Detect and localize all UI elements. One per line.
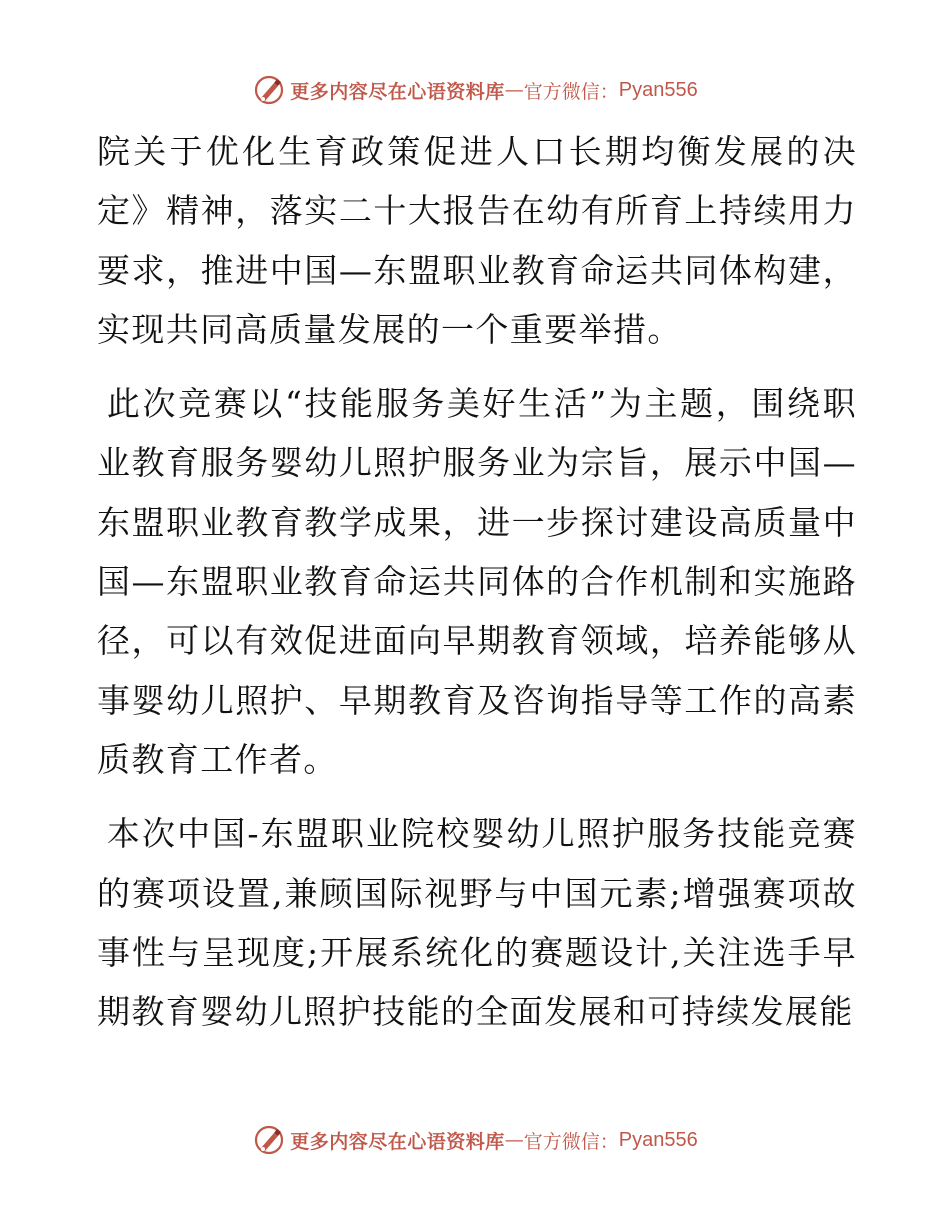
watermark-main-text: 更多内容尽在心语资料库 [290,80,505,103]
footer-watermark [0,1120,950,1160]
pen-logo-icon [252,1123,286,1157]
watermark-separator: — [504,1129,524,1151]
watermark-wechat-id: Pyan556 [618,1128,698,1151]
watermark-label: 官方微信： [523,1130,619,1153]
header-watermark [0,70,950,110]
paragraph-1: 院关于优化生育政策促进人口长期均衡发展的决定》精神，落实二十大报告在幼有所育上持续用力要求，推进中国—东盟职业教育命运共同体构建，实现共同高质量发展的一个重要举措。 [97,132,857,349]
watermark-wechat-id: Pyan556 [618,78,698,101]
watermark-label: 官方微信： [523,80,619,103]
pen-logo-icon [252,73,286,107]
document-body [97,122,857,1041]
paragraph-2: 此次竞赛以“技能服务美好生活”为主题，围绕职业教育服务婴幼儿照护服务业为宗旨，展示中国—东盟职业教育教学成果，进一步探讨建设高质量中国—东盟职业教育命运共同体的合作机制和实施路径，可以有效促进面向早期教育领域，培养能够从事婴幼儿照护、早期教育及咨询指导等工作的高素质教育工作者。 [97,384,857,779]
paragraph-3: 本次中国-东盟职业院校婴幼儿照护服务技能竞赛的赛项设置,兼顾国际视野与中国元素;增强赛项故事性与呈现度;开展系统化的赛题设计,关注选手早期教育婴幼儿照护技能的全面发展和可持续发展能 [97,814,857,1032]
watermark-separator: — [504,79,524,101]
watermark-main-text: 更多内容尽在心语资料库 [290,1130,505,1153]
